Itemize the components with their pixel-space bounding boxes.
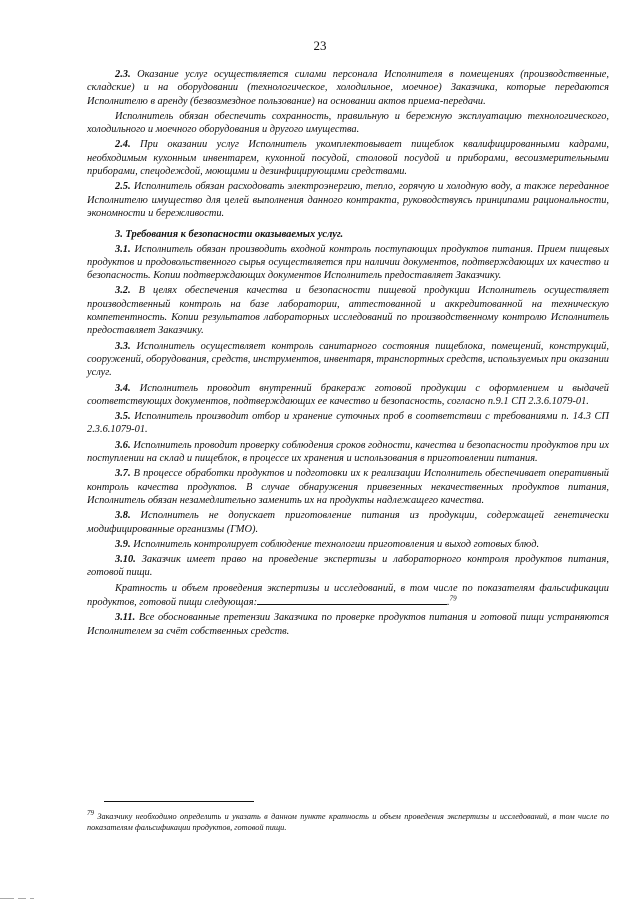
paragraph-3-9	[87, 538, 609, 551]
clause-number: 2.3.	[115, 69, 131, 80]
clause-number: 3.5.	[115, 411, 131, 423]
paragraph-3-8	[87, 509, 609, 536]
clause-text: Исполнитель не допускает приготовление питания из продукции, содержащей генетически модифицированные организмы (ГМО).	[87, 510, 609, 535]
clause-number: 2.5.	[115, 181, 131, 193]
clause-number: 3.3.	[115, 340, 131, 352]
clause-number: 3.8.	[115, 510, 131, 522]
clause-text: Исполнитель проводит внутренний бракераж готовой продукции с оформлением и выдачей соответствующих документов, подтверждающих ее качество и безопасность, согласно п.9.1 СП 2.3.6.1079-01.	[87, 382, 609, 407]
clause-number: 3.1.	[115, 243, 131, 255]
paragraph-3-7	[87, 467, 609, 507]
scan-edge-marks	[0, 898, 40, 901]
clause-text: Кратность и объем проведения экспертизы и исследований, в том числе по показателям фальсификации продуктов, готовой пищи следующая:	[87, 582, 609, 608]
paragraph-frequency	[87, 582, 609, 610]
paragraph-3-5	[87, 410, 609, 437]
paragraph-2-5	[87, 180, 609, 220]
footnote-number: 79	[87, 809, 94, 818]
paragraph-3-1	[87, 243, 609, 283]
clause-text: В процессе обработки продуктов и подготовки их к реализации Исполнитель обеспечивает оперативный контроль качества продуктов. В случае обнаружения привезенных некачественных продуктов питания, Исполнитель обязан незамедлительно заменить их на продукты надлежащего качества.	[87, 468, 609, 506]
clause-text: Исполнитель проводит проверку соблюдения сроков годности, качества и безопасности продуктов при их поступлении на склад и пищеблок, в процессе их хранения и использования в приготовлении питания.	[87, 439, 609, 465]
paragraph-3-3	[87, 340, 609, 380]
paragraph-2-3-obligation	[87, 110, 609, 137]
blank-fill-line[interactable]	[257, 595, 447, 605]
clause-number: 3.4.	[115, 382, 131, 394]
footnote-text: Заказчику необходимо определить и указать в данном пункте кратность и объем проведения экспертизы и исследований, в том числе по показателям фальсификации продуктов, готовой пищи.	[87, 812, 609, 832]
clause-text: Исполнитель осуществляет контроль санитарного состояния пищеблока, помещений, конструкций, сооружений, оборудования, средств, инструментов, инвентаря, транспортных средств, используемых при оказании услуг.	[87, 340, 609, 379]
clause-text: Исполнитель обязан расходовать электроэнергию, тепло, горячую и холодную воду, а также переданное Исполнителю имущество для целей выполнения данного контракта, руководствуясь принципами рациональности, экономности и бережливости.	[87, 181, 609, 219]
paragraph-2-3	[87, 68, 609, 108]
paragraph-2-4	[87, 138, 609, 178]
clause-text: Исполнитель обязан производить входной контроль поступающих продуктов питания. Прием пищевых продуктов и продовольственного сырья осуществляется при наличии документов, подтверждающих их качество и безопасность. Копии подтверждающих документов Исполнитель предоставляет Заказчику.	[87, 243, 609, 282]
clause-number: 3.10.	[115, 554, 136, 566]
clause-text: Заказчик имеет право на проведение экспертизы и лабораторного контроля продуктов питания, готовой пищи.	[87, 554, 609, 579]
page-number: 23	[313, 38, 327, 53]
clause-text: В целях обеспечения качества и безопасности пищевой продукции Исполнитель осуществляет производственный контроль на базе лаборатории, аттестованной и аккредитованной на техническую компетентность. Копии результатов лабораторных исследований по производственному контролю Исполнитель предоставляет Заказчику.	[87, 285, 609, 337]
paragraph-3-10	[87, 553, 609, 580]
clause-number: 2.4.	[115, 139, 131, 151]
paragraph-3-11	[87, 611, 609, 638]
clause-text: Все обоснованные претензии Заказчика по проверке продуктов питания и готовой пищи устраняются Исполнителем за счёт собственных средств.	[87, 612, 609, 637]
clause-text: Исполнитель обязан обеспечить сохранность, правильную и бережную эксплуатацию технологического, холодильного и моечного оборудования и другого имущества.	[87, 110, 609, 136]
paragraph-3-4	[87, 382, 609, 409]
clause-number: 3.11.	[115, 612, 136, 624]
section-3-heading: 3. Требования к безопасности оказываемых услуг.	[115, 229, 344, 241]
clause-end: .	[447, 596, 450, 608]
clause-number: 3.9.	[115, 538, 131, 550]
clause-number: 3.7.	[115, 468, 131, 480]
footnote	[87, 811, 609, 833]
footnote-divider	[104, 801, 254, 802]
clause-text: При оказании услуг Исполнитель укомплектовывает пищеблок квалифицированными кадрами, необходимым кухонным инвентарем, кухонной посудой, столовой посудой и приборами, весоизмерительными приборами, спецодеждой, моющими и дезинфицирующими средствами.	[87, 139, 609, 178]
paragraph-3-6	[87, 439, 609, 466]
footnote-ref: 79	[449, 594, 457, 603]
clause-number: 3.6.	[115, 439, 131, 451]
clause-number: 3.2.	[115, 285, 131, 297]
clause-text: Исполнитель контролирует соблюдение технологии приготовления и выход готовых блюд.	[133, 538, 540, 550]
clause-text: Оказание услуг осуществляется силами персонала Исполнителя в помещениях (производственные, складские) и на оборудовании (технологическое, холодильное, моечное) Заказчика, которые передаются Исполнителю в аренду (безвозмездное пользование) на основании актов приема-передачи.	[87, 69, 609, 107]
document-body	[87, 68, 609, 640]
clause-text: Исполнитель производит отбор и хранение суточных проб в соответствии с требованиями п. 14.3 СП 2.3.6.1079-01.	[87, 411, 609, 436]
paragraph-3-2	[87, 284, 609, 337]
